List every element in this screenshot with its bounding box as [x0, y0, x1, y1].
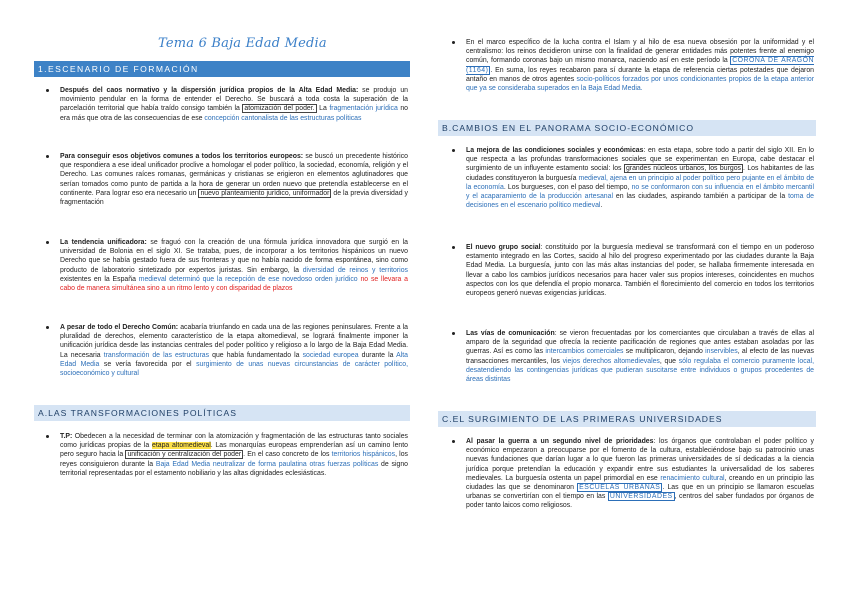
bullet-guerra-segundo-nivel: Al pasar la guerra a un segundo nivel de prioridades: los órganos que controlaban el poder político y económico empezaron a preocuparse por el fomento de la cultura, estableciéndose bajo su patrocinio unas nuevas fundaciones que darían lugar a lo que fueron las primeras universidades de sí dedicadas a la ciencia jurídica porque pretendían la educación y expandir entre sus estudiantes la universalidad de los saberes medievales. La burguesía ostenta un papel primordial en ese renacimiento cultural, creando en un principio las ciudades las que se denominaron ESCUELAS URBANAS . Las que en un principio se llamaron escuelas urbanas se convertirían con el tiempo en las UNIVERSIDADES , centros del saber fundados por órganos de poder tanto laicos como religiosos. — [466, 438, 815, 510]
bullet-tp: T.P: Obedecen a la necesidad de terminar con la atomización y fragmentación de las estructuras tanto sociales como jurídicas propias de la etapa altomedieval. Las monarquías europeas emprenderían así un camino lento pero seguro hacia la unificación y centralización del poder . En el caso concreto de los territorios hispánicos, los reyes consiguieron durante la Baja Edad Media neutralizar de forma paulatina otras fuerzas políticas de signo territorial representadas por el estamento nobiliario y las altas dignidades eclesiásticas. — [60, 433, 409, 477]
bullet-mejora-condiciones: La mejora de las condiciones sociales y económicas: en esta etapa, sobre todo a partir del siglo XII. En lo que respecta a las profundas transformaciones sociales que se experimentan en Europa, cabe destacar el surgimiento de un influyente estamento social: los grandes núcleos urbanos, los burgos . Los habitantes de las ciudades constituyeron la burguesía medieval, ajena en un principio al poder político pero pujante en el ámbito de la economía. Los burgueses, con el paso del tiempo, no se conformaron con su influencia en el ámbito mercantil y el acaparamiento de la producción artesanal en las ciudades, aspirando también a participar de la toma de decisiones en el escenario político medieval. — [466, 147, 815, 210]
bullet-caos-normativo: Después del caos normativo y la dispersión jurídica propios de la Alta Edad Media: se produjo un movimiento pendular en la forma de entender el Derecho. Se buscará a toda costa la superación de la parcelación territorial que había traído consigo también la atomización del poder. La fragmentación jurídica no era más que otra de las consecuencias de ese concepción cantonalista de las estructuras políticas — [60, 87, 408, 122]
escuelas-urbanas-link[interactable]: ESCUELAS URBANAS — [579, 484, 661, 492]
bullet-tendencia-unificadora: La tendencia unificadora: se fraguó con la creación de una fórmula jurídica innovadora que surgió en la universidad de Bolonia en el siglo XI. Se trataba, pues, de incorporar a los territorios hispánicos un nuevo Derecho que se había gestado fuera de sus fronteras y que no había nacido de forma espontánea, sino como producto de laboratorio sintetizado por expertos juristas. Sin embargo, la diversidad de reinos y territorios existentes en la España medieval determinó que la recepción de ese novedoso orden jurídico no se llevara a cabo de manera simultánea sino a un ritmo lento y con disparidad de plazos — [60, 239, 408, 293]
section-header-cambios: B.CAMBIOS EN EL PANORAMA SOCIO-ECONÓMICO — [438, 120, 816, 136]
page-title: Tema 6 Baja Edad Media — [158, 36, 327, 51]
bullet-vias-comunicacion: Las vías de comunicación: se vieron frecuentadas por los comerciantes que circulaban a través de ellas al amparo de la seguridad que ofrecía la reciente pacificación de regiones que antes estaban asoladas por las guerras. Así es como las intercambios comerciales se multiplicaron, dejando inservibles, al efecto de las nuevas transacciones mercantiles, los viejos derechos altomedievales, que sólo regulaba el comercio puramente local, desatendiendo las contingencias jurídicas que pudieran suscitarse entre individuos o grupos procedentes de áreas distintas — [466, 330, 815, 384]
section-header-escenario: 1.ESCENARIO DE FORMACIÓN — [34, 61, 410, 77]
bullet-derecho-comun: A pesar de todo el Derecho Común: acabaría triunfando en cada una de las regiones peninsulares. Frente a la pluralidad de derechos, elemento característico de la etapa altomedieval, se logrará finalmente imponer la unificación jurídica desde las instancias centrales del poder político y religioso a lo largo de la Baja Edad Media. La necesaria transformación de las estructuras que había fundamentado la sociedad europea durante la Alta Edad Media se vería favorecida por el surgimiento de unas nuevas circunstancias de carácter político, socioeconómico y cultural — [60, 324, 409, 378]
bullet-lucha-islam: En el marco específico de la lucha contra el Islam y al hilo de esa nueva obsesión por la uniformidad y el centralismo: los reinos decidieron unirse con la finalidad de generar entidades más potentes frente al enemigo común, formando coronas bajo un mismo monarca, naciendo así en este período la CORONA DE ARAGÓN (1164) . En suma, los reyes recabaron para sí durante la etapa de referencia ciertas potestades que dejaron antaño en manos de otros agentes socio-políticos forzados por unos condicionantes propios de la etapa anterior que ya se consideraba superados en la Baja Edad Media. — [466, 39, 814, 93]
bullet-objetivos-comunes: Para conseguir esos objetivos comunes a todos los territorios europeos: se buscó un precedente histórico que respondiera a ese ideal unificador proclive a homologar el poder político, la sociedad, economía, religión y el Derecho. Las comunes raíces romanas, germánicas y cristianas se erigieron en elementos aglutinadores que serían tomados como punto de partida a la hora de generar un orden nuevo que pretendía establecerse en el continente. Para lograr eso era necesario un nuevo planteamiento jurídico, uniformador de la previa diversidad y fragmentación — [60, 153, 408, 207]
section-header-transformaciones: A.LAS TRANSFORMACIONES POLÍTICAS — [34, 405, 410, 421]
section-header-universidades: C.EL SURGIMIENTO DE LAS PRIMERAS UNIVERSIDADES — [438, 411, 816, 427]
universidades-link[interactable]: UNIVERSIDADES — [609, 493, 673, 501]
corona-aragon-link[interactable]: CORONA DE ARAGÓN (1164) — [466, 57, 814, 74]
bullet-nuevo-grupo-social: El nuevo grupo social: constituido por la burguesía medieval se transformará con el tiempo en un poderoso estamento integrado en las Cortes, sacido al hilo del progreso experimentado por las ciudades durante la Baja Edad Media. La burguesía, junto con las más altas instancias del poder, se hallaba firmemente interesada en llevar a cabo los cambios jurídicos necesarios para hacer valer sus propios intereses, coincidentes en muchos aspectos con los que defendía el propio monarca. También el florecimiento del comercio en todos los territorios europeos generó nuevas exigencias jurídicas. — [466, 244, 814, 298]
